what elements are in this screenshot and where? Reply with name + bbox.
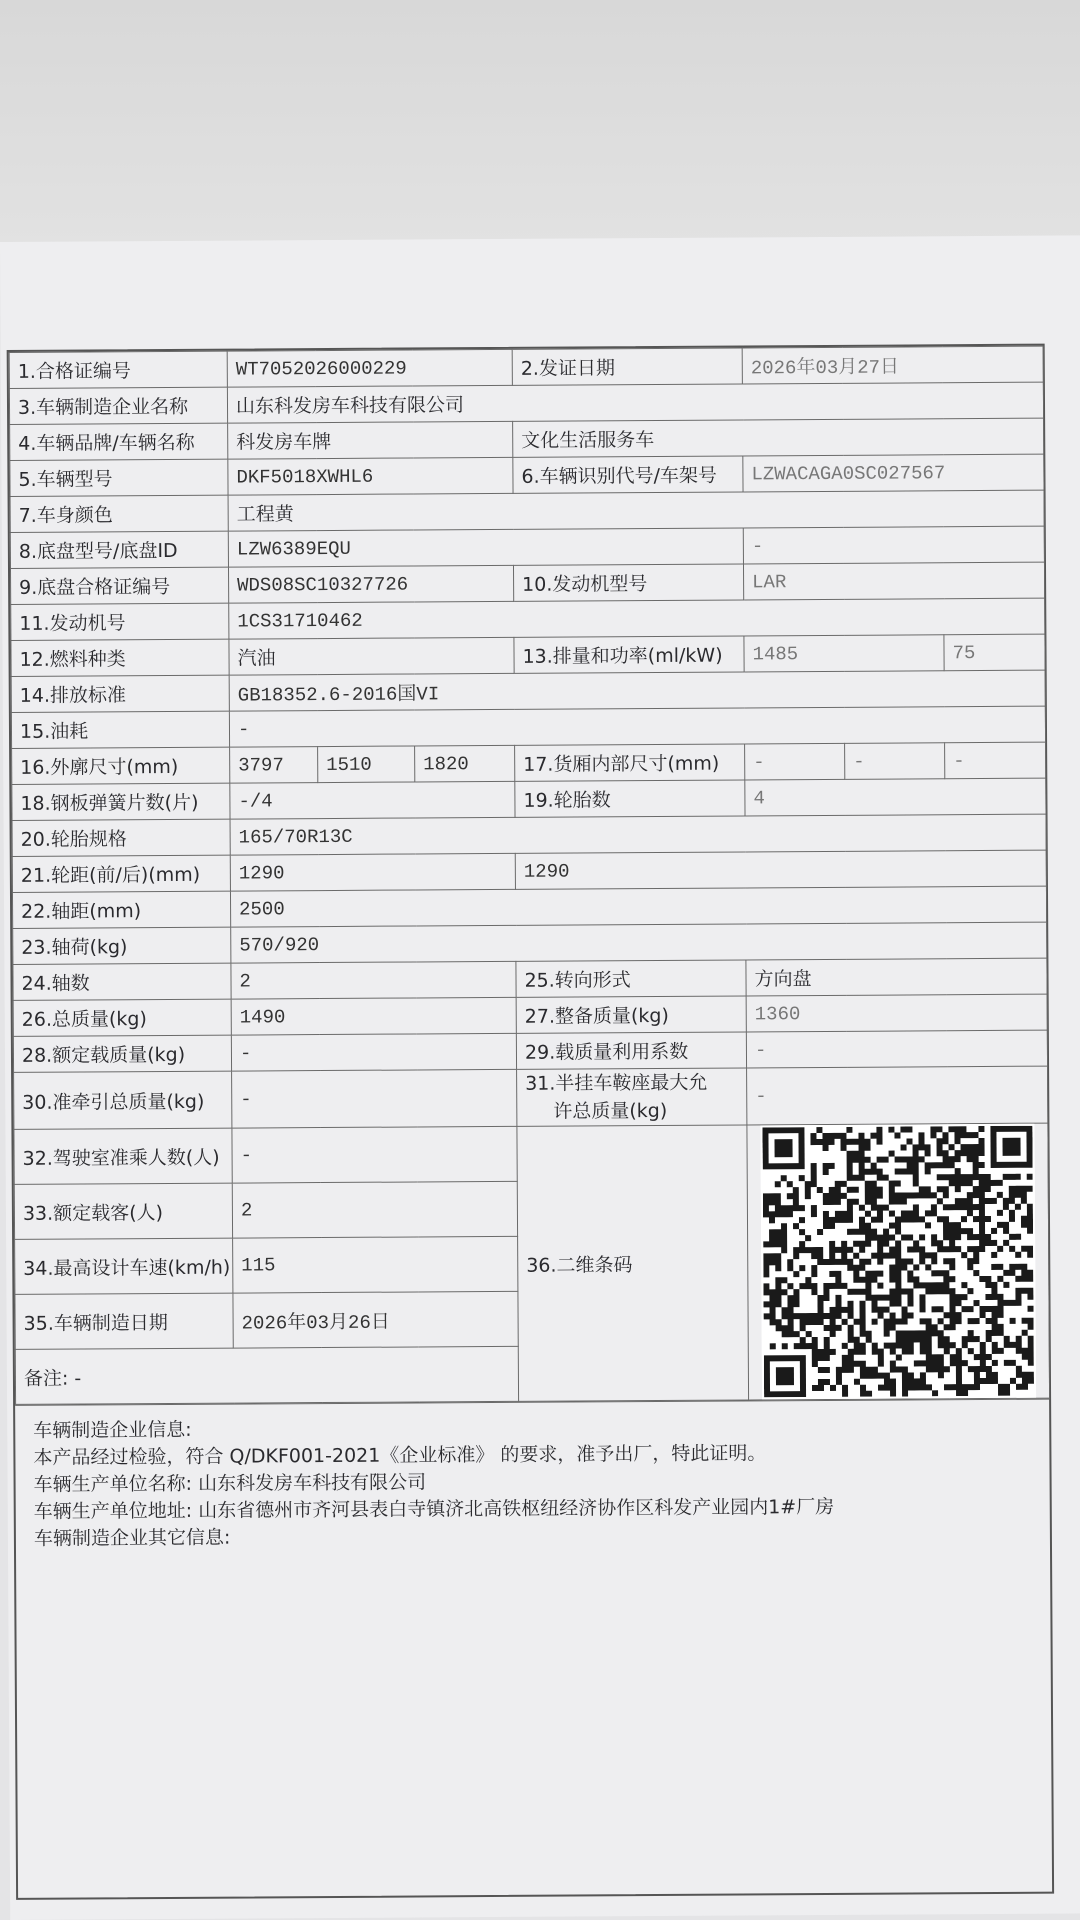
table-row (14, 1123, 1048, 1184)
field-label: 16.外廓尺寸(mm) (12, 747, 230, 784)
field-label: 32.驾驶室准乘人数(人) (14, 1128, 232, 1184)
front-track: 1290 (230, 853, 515, 891)
chassis-cert-number: WDS08SC10327726 (228, 565, 513, 603)
vehicle-brand: 科发房车牌 (228, 421, 513, 459)
chassis-id: - (743, 526, 1044, 564)
field-label: 30.准牵引总质量(kg) (14, 1071, 232, 1129)
body-color: 工程黄 (228, 490, 1044, 531)
label-line-2: 许总质量(kg) (553, 1099, 668, 1123)
certificate-form (7, 344, 1054, 1900)
field-label: 8.底盘型号/底盘ID (10, 531, 228, 568)
engine-number: 1CS31710462 (229, 598, 1045, 639)
rated-load: - (231, 1033, 516, 1071)
outer-height: 1820 (415, 745, 515, 782)
leaf-springs: -/4 (230, 781, 515, 819)
towing-mass: - (232, 1069, 517, 1128)
max-speed: 115 (233, 1236, 518, 1293)
field-label: 17.货厢内部尺寸(mm) (515, 744, 745, 781)
displacement: 1485 (744, 635, 944, 672)
field-label: 19.轮胎数 (515, 780, 745, 817)
certificate-table (9, 346, 1050, 1405)
chassis-model: LZW6389EQU (228, 528, 743, 567)
producer-name: 车辆生产单位名称: 山东科发房车科技有限公司 (33, 1471, 427, 1496)
fuel-consumption: - (229, 706, 1045, 747)
field-label: 21.轮距(前/后)(mm) (12, 855, 230, 892)
field-label: 7.车身颜色 (10, 495, 228, 532)
tire-spec: 165/70R13C (230, 814, 1046, 855)
field-label: 10.发动机型号 (514, 564, 744, 601)
field-label: 15.油耗 (11, 711, 229, 748)
cargo-length: - (745, 743, 845, 780)
field-label: 14.排放标准 (11, 675, 229, 712)
qr-label: 36.二维条码 (517, 1125, 749, 1401)
field-label: 13.排量和功率(ml/kW) (514, 636, 744, 673)
axle-load: 570/920 (231, 922, 1047, 963)
field-label: 35.车辆制造日期 (15, 1293, 233, 1349)
field-label: 18.钢板弹簧片数(片) (12, 783, 230, 820)
field-label: 29.载质量利用系数 (516, 1032, 746, 1069)
vehicle-model: DKF5018XWHL6 (228, 457, 513, 495)
fuel-type: 汽油 (229, 637, 514, 675)
manufacturer-name: 山东科发房车科技有限公司 (227, 382, 1043, 423)
outer-length: 3797 (230, 747, 318, 784)
field-label: 1.合格证编号 (9, 351, 227, 388)
field-label: 6.车辆识别代号/车架号 (513, 456, 743, 493)
field-label: 27.整备质量(kg) (516, 996, 746, 1033)
vehicle-name: 文化生活服务车 (513, 418, 1044, 457)
field-label: 22.轴距(mm) (12, 891, 230, 928)
field-label: 5.车辆型号 (10, 459, 228, 496)
info-heading: 车辆制造企业信息: (33, 1418, 192, 1442)
field-label: 12.燃料种类 (11, 639, 229, 676)
table-row (14, 1066, 1048, 1129)
emission-standard: GB18352.6-2016国VI (229, 670, 1045, 711)
field-label: 2.发证日期 (512, 348, 742, 385)
qr-code-graphic (762, 1126, 1034, 1398)
qr-finder-pattern (762, 1127, 804, 1169)
field-label: 9.底盘合格证编号 (10, 567, 228, 604)
field-label: 34.最高设计车速(km/h) (15, 1238, 233, 1294)
manufacture-date: 2026年03月26日 (233, 1291, 518, 1348)
certificate-sheet (0, 235, 1080, 1920)
outer-width: 1510 (318, 746, 415, 783)
cargo-height: - (945, 742, 1046, 779)
steering-type: 方向盘 (746, 958, 1047, 996)
cargo-width: - (845, 743, 945, 780)
field-label: 28.额定载质量(kg) (13, 1035, 231, 1072)
inspection-statement: 本产品经过检验，符合 Q/DKF001-2021《企业标准》 的要求，准予出厂，特此证明。 (33, 1442, 767, 1469)
field-label: 25.转向形式 (516, 960, 746, 997)
field-label: 23.轴荷(kg) (13, 927, 231, 964)
field-label: 4.车辆品牌/车辆名称 (10, 423, 228, 460)
load-utilization: - (746, 1030, 1047, 1068)
certificate-number: WT7052026000229 (227, 349, 512, 387)
qr-code (760, 1124, 1036, 1400)
qr-finder-pattern (764, 1355, 806, 1397)
rated-passengers: 2 (232, 1181, 517, 1238)
power: 75 (944, 634, 1045, 671)
issue-date: 2026年03月27日 (742, 346, 1043, 384)
background-wall (0, 0, 1080, 250)
other-info: 车辆制造企业其它信息: (33, 1526, 231, 1550)
qr-finder-pattern (990, 1126, 1032, 1168)
rear-track: 1290 (515, 850, 1046, 889)
curb-mass: 1360 (746, 994, 1047, 1032)
remarks: 备注: - (15, 1346, 518, 1404)
axle-count: 2 (231, 961, 516, 999)
field-label: 24.轴数 (13, 963, 231, 1000)
field-label: 33.额定载客(人) (14, 1183, 232, 1239)
manufacturer-info (15, 1399, 1051, 1785)
field-label: 26.总质量(kg) (13, 999, 231, 1036)
cab-passengers: - (232, 1126, 517, 1183)
tire-count: 4 (745, 778, 1046, 816)
field-label: 20.轮胎规格 (12, 819, 230, 856)
saddle-max-mass: - (747, 1066, 1048, 1125)
total-mass: 1490 (231, 997, 516, 1035)
qr-cell (747, 1123, 1050, 1400)
engine-model: LAR (743, 562, 1044, 600)
producer-address: 车辆生产单位地址: 山东省德州市齐河县表白寺镇济北高铁枢纽经济协作区科发产业园内1#厂房 (33, 1495, 835, 1523)
vin-number: LZWACAGA0SC027567 (743, 454, 1044, 492)
field-label (517, 1068, 747, 1126)
field-label: 11.发动机号 (11, 603, 229, 640)
label-line-1: 31.半挂车鞍座最大允 (525, 1071, 708, 1095)
field-label: 3.车辆制造企业名称 (9, 387, 227, 424)
wheelbase: 2500 (230, 886, 1046, 927)
